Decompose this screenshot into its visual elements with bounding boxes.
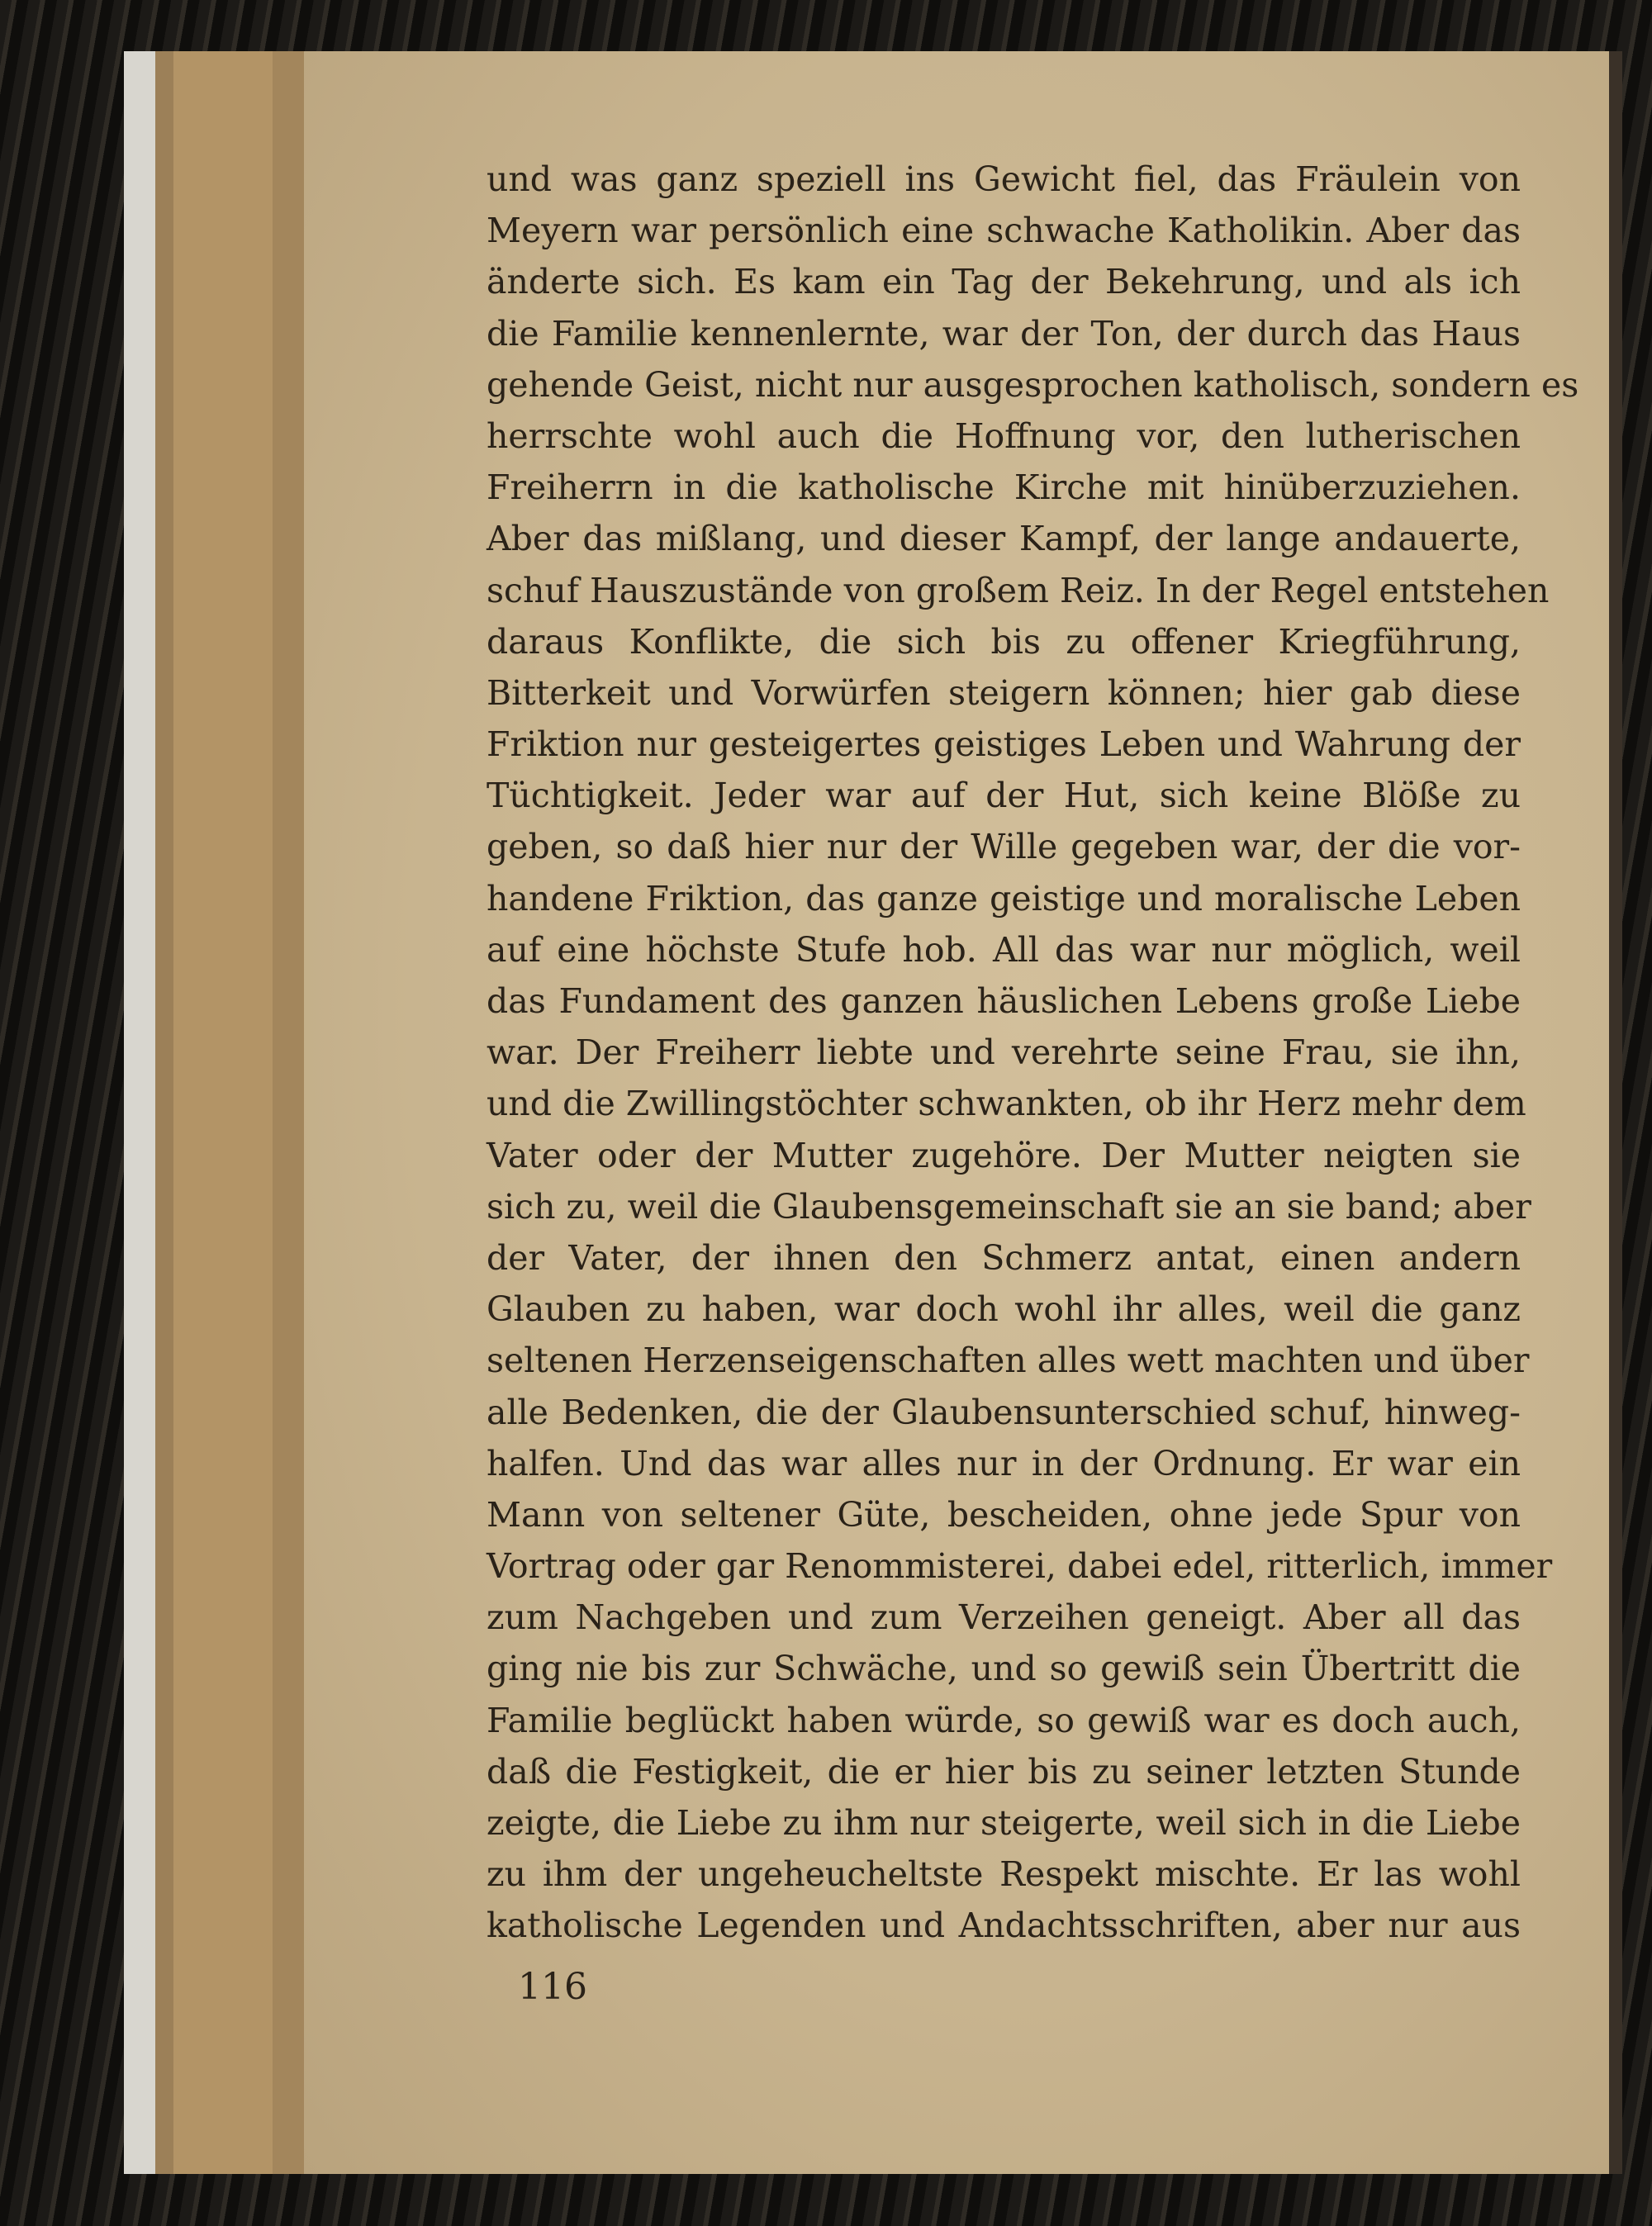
text-line: daß die Festigkeit, die er hier bis zu seiner letzten Stunde xyxy=(487,1751,1521,1792)
text-line: auf eine höchste Stufe hob. All das war nur möglich, weil xyxy=(487,929,1521,970)
text-line: daraus Konflikte, die sich bis zu offener Kriegführung, xyxy=(487,621,1521,662)
text-line: änderte sich. Es kam ein Tag der Bekehrung, und als ich xyxy=(487,262,1521,302)
text-line: ging nie bis zur Schwäche, und so gewiß sein Übertritt die xyxy=(487,1649,1521,1689)
text-line: Glauben zu haben, war doch wohl ihr alles, weil die ganz xyxy=(487,1289,1521,1330)
text-line: Vortrag oder gar Renommisterei, dabei edel, ritterlich, immer xyxy=(487,1546,1553,1587)
text-line: Meyern war persönlich eine schwache Katholikin. Aber das xyxy=(487,211,1521,251)
text-line: der Vater, der ihnen den Schmerz antat, einen andern xyxy=(487,1237,1521,1278)
text-line: das Fundament des ganzen häuslichen Lebens große Liebe xyxy=(487,981,1521,1021)
text-line: war. Der Freiherr liebte und verehrte seine Frau, sie ihn, xyxy=(487,1032,1521,1073)
text-line: Aber das mißlang, und dieser Kampf, der lange andauerte, xyxy=(487,519,1521,559)
text-line: Mann von seltener Güte, bescheiden, ohne jede Spur von xyxy=(487,1494,1521,1535)
text-line: Familie beglückt haben würde, so gewiß war es doch auch, xyxy=(487,1700,1521,1740)
text-line: geben, so daß hier nur der Wille gegeben war, der die vor- xyxy=(487,827,1521,867)
text-line: alle Bedenken, die der Glaubensunterschied schuf, hinweg- xyxy=(487,1392,1521,1432)
text-line: und was ganz speziell ins Gewicht fiel, das Fräulein von xyxy=(487,159,1521,199)
text-line: zeigte, die Liebe zu ihm nur steigerte, weil sich in die Liebe xyxy=(487,1803,1521,1843)
text-line: und die Zwillingstöchter schwankten, ob ihr Herz mehr dem xyxy=(487,1084,1526,1124)
text-line: Vater oder der Mutter zugehöre. Der Mutter neigten sie xyxy=(487,1135,1521,1175)
text-line: gehende Geist, nicht nur ausgesprochen katholisch, sondern es xyxy=(487,364,1579,405)
text-line: herrschte wohl auch die Hoffnung vor, den lutherischen xyxy=(487,415,1521,456)
text-line: handene Friktion, das ganze geistige und moralische Leben xyxy=(487,878,1521,918)
text-line: Friktion nur gesteigertes geistiges Leben und Wahrung der xyxy=(487,724,1521,765)
text-line: sich zu, weil die Glaubensgemeinschaft sie an sie band; aber xyxy=(487,1186,1531,1227)
page-stack-edge xyxy=(124,51,307,2174)
page-number: 116 xyxy=(518,1966,587,2008)
text-line: schuf Hauszustände von großem Reiz. In der Regel entstehen xyxy=(487,570,1550,610)
text-line: zum Nachgeben und zum Verzeihen geneigt. Aber all das xyxy=(487,1597,1521,1638)
text-line: halfen. Und das war alles nur in der Ordnung. Er war ein xyxy=(487,1443,1521,1483)
text-line: seltenen Herzenseigenschaften alles wett machten und über xyxy=(487,1341,1530,1381)
text-line: katholische Legenden und Andachtsschriften, aber nur aus xyxy=(487,1906,1521,1946)
body-text xyxy=(487,154,1579,1952)
text-line: Tüchtigkeit. Jeder war auf der Hut, sich keine Blöße zu xyxy=(487,776,1521,816)
text-line: Bitterkeit und Vorwürfen steigern können; hier gab diese xyxy=(487,672,1521,713)
facing-page-edge xyxy=(1609,51,1622,2174)
text-line: die Familie kennenlernte, war der Ton, der durch das Haus xyxy=(487,313,1521,354)
text-line: zu ihm der ungeheucheltste Respekt mischte. Er las wohl xyxy=(487,1854,1521,1895)
text-line: Freiherrn in die katholische Kirche mit hinüberzuziehen. xyxy=(487,468,1521,508)
